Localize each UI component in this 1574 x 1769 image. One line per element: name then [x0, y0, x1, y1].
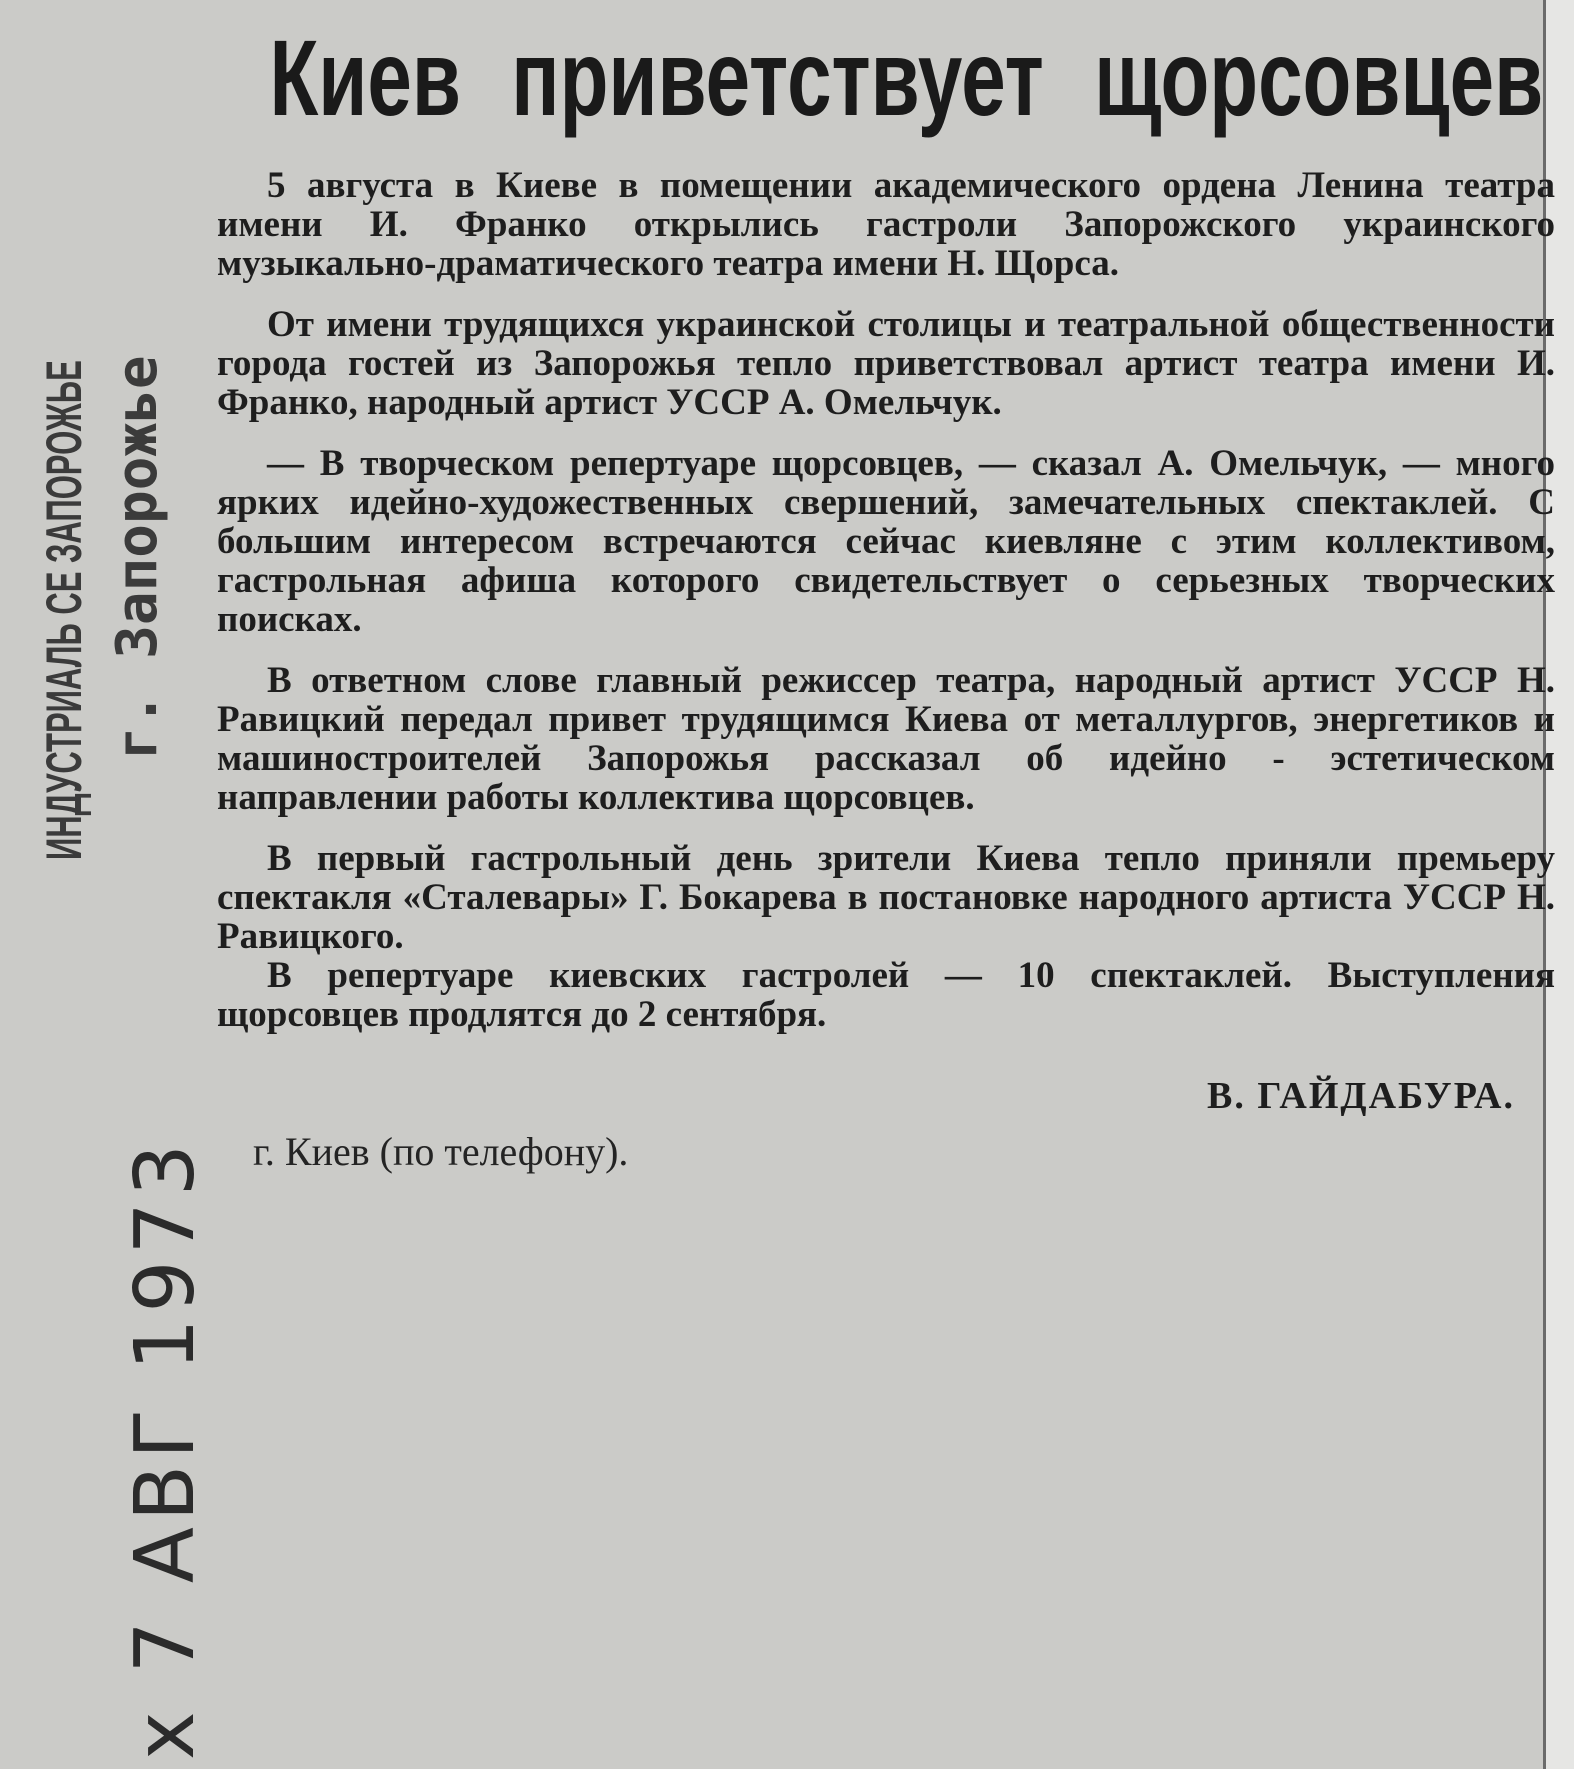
- author-signature: В. ГАЙДАБУРА.: [1207, 1075, 1515, 1117]
- article: [205, 18, 1555, 1175]
- paragraph-4: В ответном слове главный режиссер театра, народный артист УССР Н. Равицкий передал привет трудящимся Киева от металлургов, энергетиков и машиностроителей Запорожья рассказал об идейно - эстетическом направлении работы коллектива щорсовцев.: [217, 660, 1555, 818]
- headline: Киев приветствует щорсовцев: [269, 17, 1544, 138]
- paragraph-1: 5 августа в Киеве в помещении академического ордена Ленина театра имени И. Франко открылись гастроли Запорожского украинского музыкально-драматического театра имени Н. Щорса.: [217, 165, 1555, 284]
- paragraph-3: — В творческом репертуаре щорсовцев, — сказал А. Омельчук, — много ярких идейно-художественных свершений, замечательных спектаклей. С большим интересом встречаются сейчас киевляне с этим коллективом, гастрольная афиша которого свидетельствует о серьезных творческих поисках.: [217, 443, 1555, 640]
- paragraph-2: От имени трудящихся украинской столицы и театральной общественности города гостей из Запорожья тепло приветствовал артист театра имени И. Франко, народный артист УССР А. Омельчук.: [217, 304, 1555, 423]
- dateline: г. Киев (по телефону).: [253, 1129, 629, 1174]
- date-stamp: x 7 АВГ 1973: [118, 1138, 213, 1760]
- paragraph-6: В репертуаре киевских гастролей — 10 спектаклей. Выступления щорсовцев продлятся до 2 сентября.: [217, 955, 1555, 1035]
- article-body: [205, 166, 1555, 1034]
- paragraph-5: В первый гастрольный день зрители Киева тепло приняли премьеру спектакля «Сталевары» Г. Бокарева в постановке народного артиста УССР Н. Равицкого.: [217, 838, 1555, 957]
- stamp-publication-name: ИНДУСТРИАЛЬ СЕ ЗАПОРОЖЬЕ: [36, 360, 92, 860]
- stamp-city-name: г. Запорожье: [105, 355, 170, 760]
